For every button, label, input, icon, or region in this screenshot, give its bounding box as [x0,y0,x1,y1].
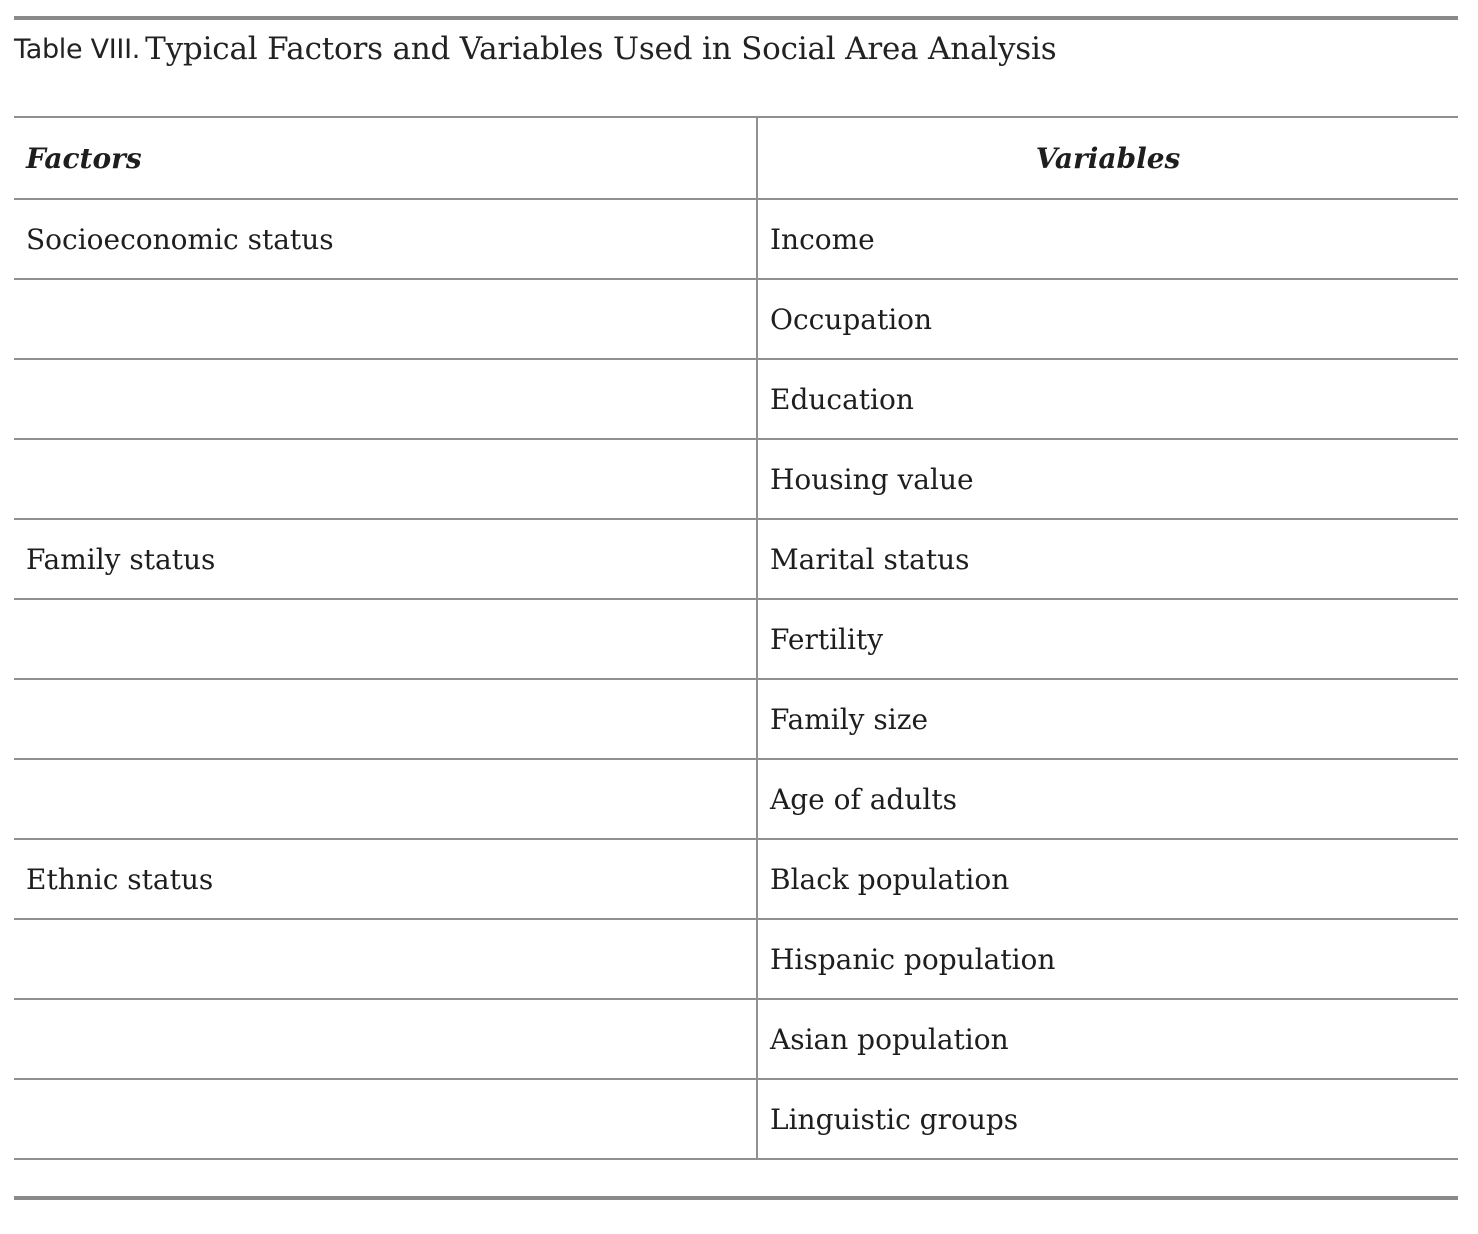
variable-cell: Age of adults [757,759,1458,839]
variable-cell: Income [757,199,1458,279]
header-factors: Factors [14,117,757,199]
variable-cell: Occupation [757,279,1458,359]
factor-cell [14,599,757,679]
caption-label: Table VIII. [14,33,141,65]
table-row [14,199,1458,279]
factors-variables-table [14,116,1458,1160]
table-figure [14,16,1458,1200]
variable-cell: Fertility [757,599,1458,679]
factor-cell: Ethnic status [14,839,757,919]
table-row [14,439,1458,519]
table-row [14,679,1458,759]
variable-cell: Linguistic groups [757,1079,1458,1159]
variable-cell: Black population [757,839,1458,919]
table-row [14,279,1458,359]
factor-cell [14,1079,757,1159]
factor-cell [14,279,757,359]
variable-cell: Education [757,359,1458,439]
factor-cell [14,759,757,839]
table-row [14,359,1458,439]
table-row [14,599,1458,679]
variable-cell: Marital status [757,519,1458,599]
header-variables: Variables [757,117,1458,199]
caption-title: Typical Factors and Variables Used in Social Area Analysis [145,31,1057,67]
variable-cell: Housing value [757,439,1458,519]
bottom-rule [14,1196,1458,1200]
variable-cell: Hispanic population [757,919,1458,999]
table-row [14,839,1458,919]
header-row [14,117,1458,199]
variable-cell: Asian population [757,999,1458,1079]
table-row [14,999,1458,1079]
factor-cell [14,919,757,999]
table-caption [14,20,1458,78]
factor-cell: Family status [14,519,757,599]
variable-cell: Family size [757,679,1458,759]
table-row [14,919,1458,999]
table-row [14,759,1458,839]
factor-cell [14,999,757,1079]
factor-cell: Socioeconomic status [14,199,757,279]
factor-cell [14,439,757,519]
factor-cell [14,359,757,439]
factor-cell [14,679,757,759]
table-row [14,519,1458,599]
table-row [14,1079,1458,1159]
